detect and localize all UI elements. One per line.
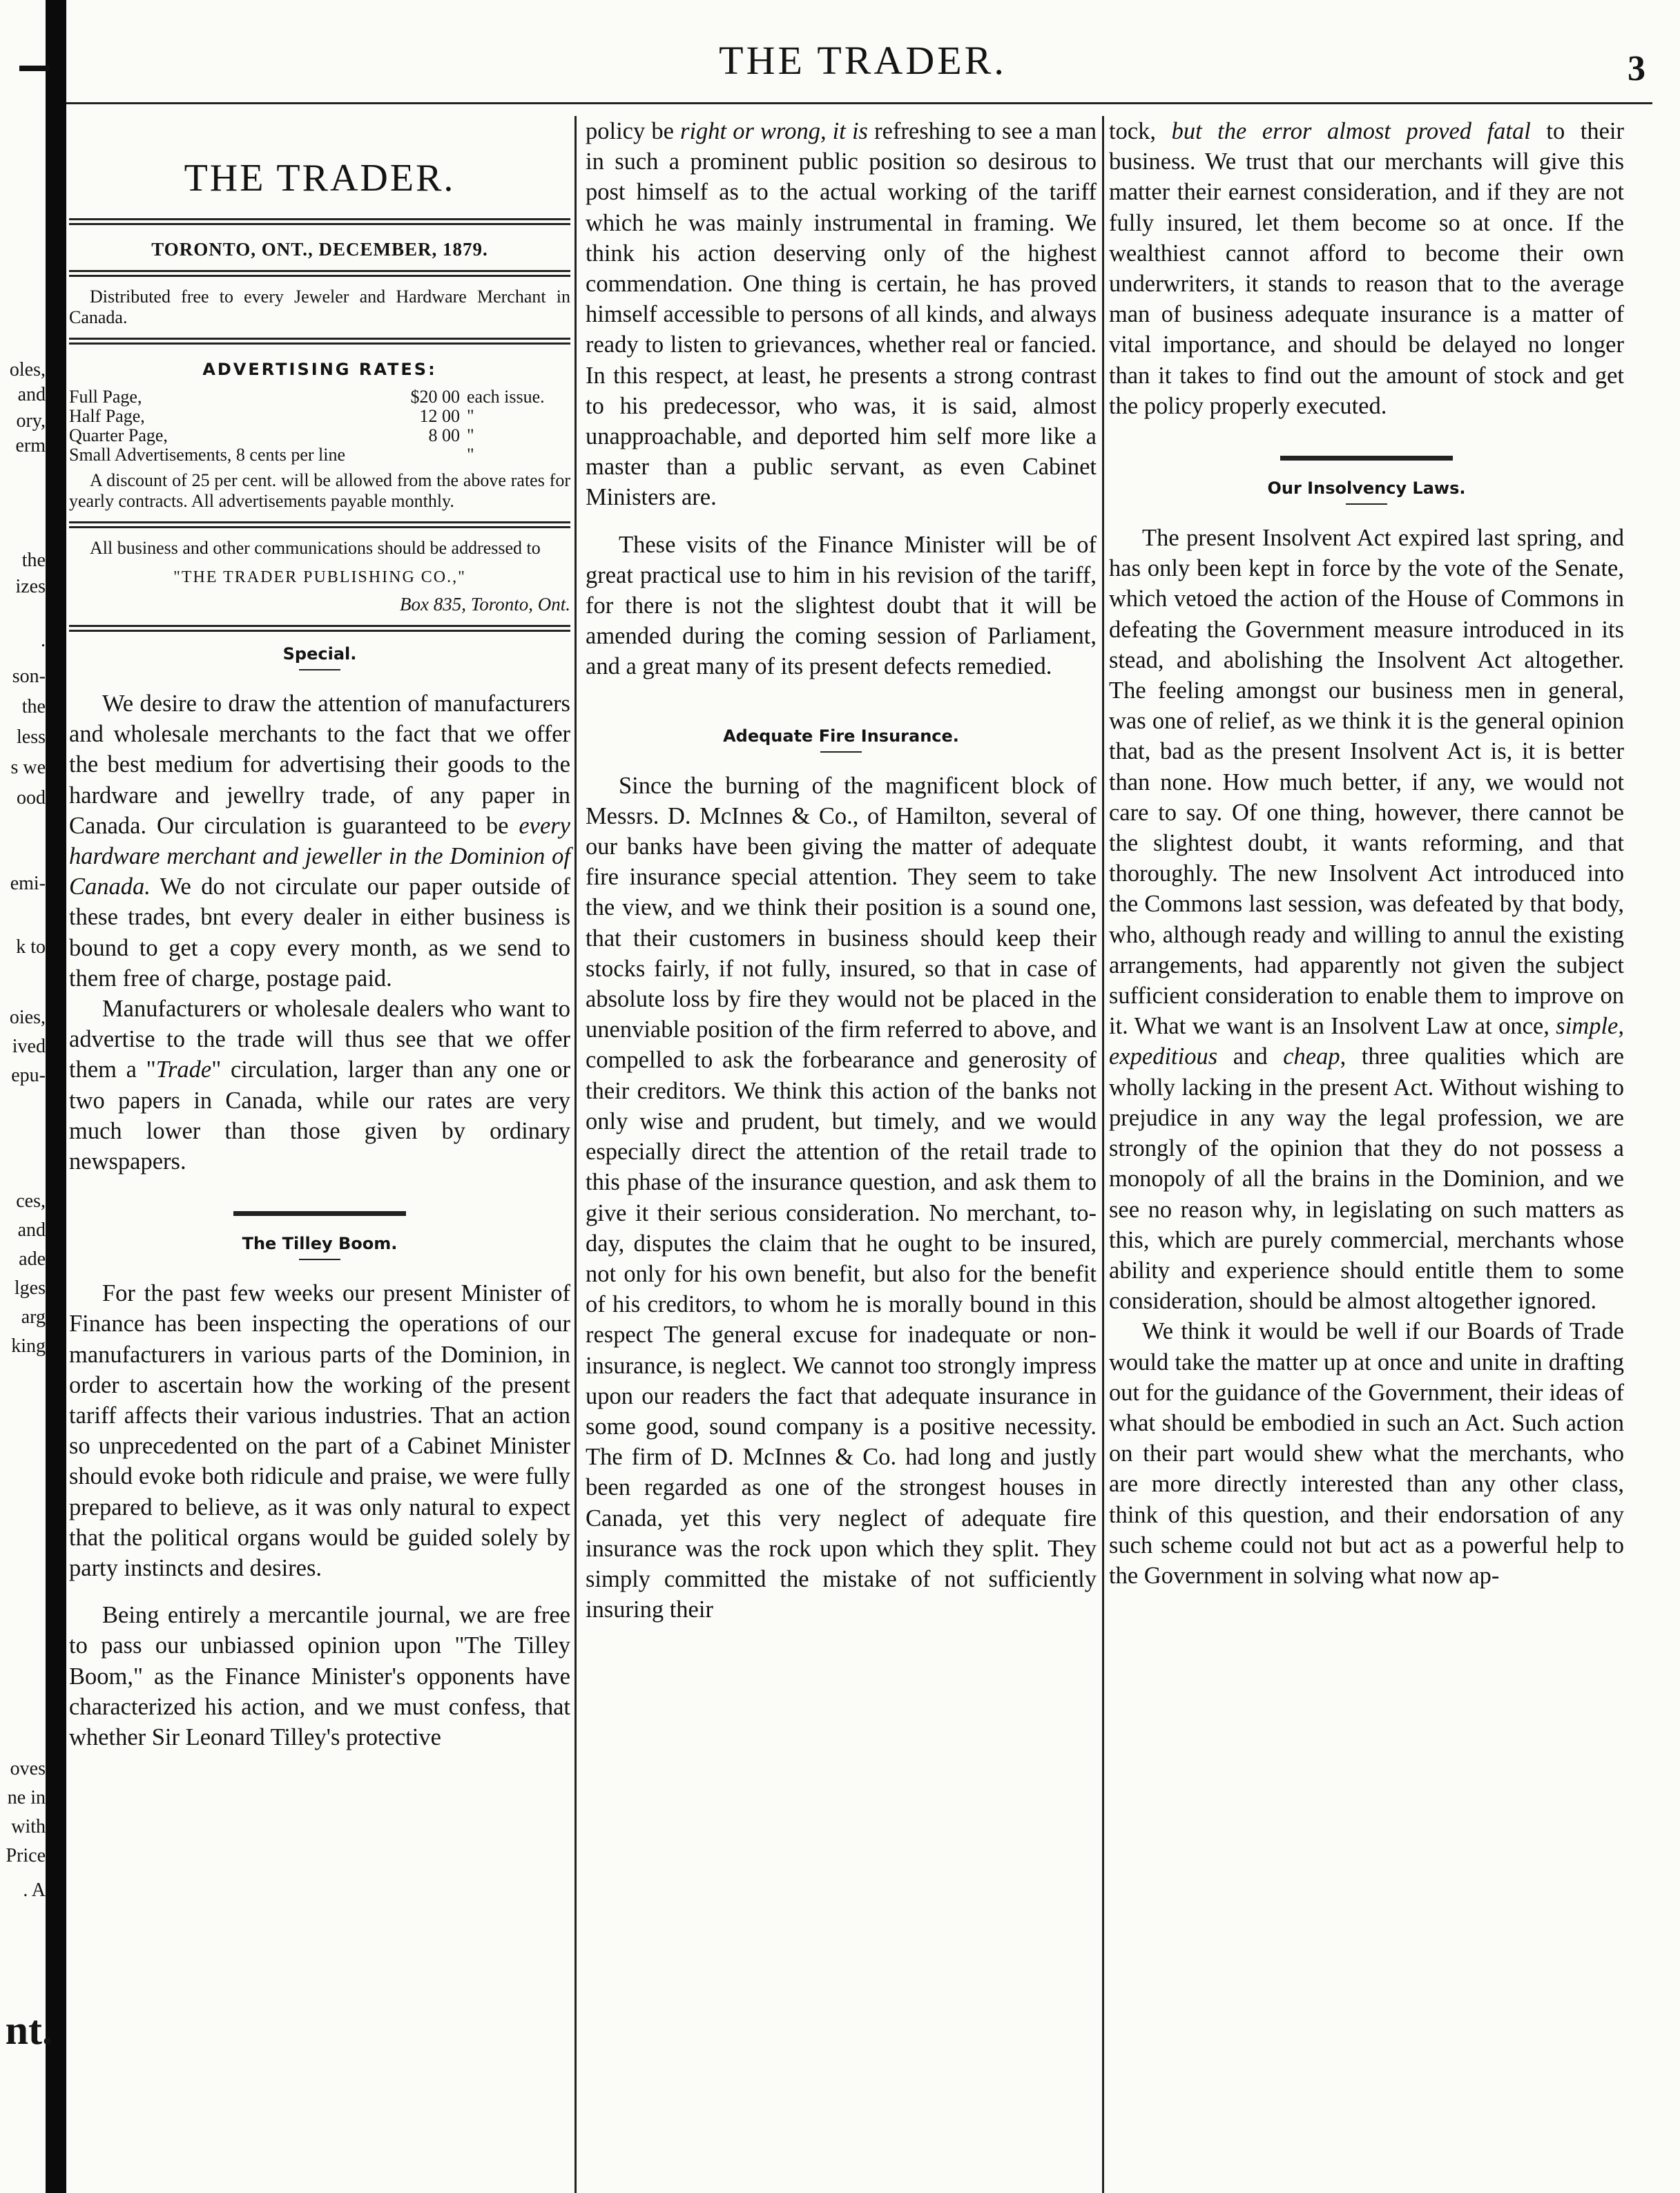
fragment: s we	[10, 757, 46, 778]
section-heading-tilley: The Tilley Boom.	[242, 1234, 398, 1254]
rate-row	[69, 387, 570, 407]
paragraph: tock, but the error almost proved fatal to their business. We trust that our merchants will give this matter their earnest consideration, and if they are not fully insured, let them become so at once. If the wealthiest cannot afford to become their own underwriters, it stands to reason that to the average man of business adequate insurance is a matter of vital importance, and should be delayed no longer than it takes to find out the amount of stock and get the policy properly executed.	[1109, 118, 1624, 419]
fragment: emi-	[10, 873, 46, 894]
publisher-address: Box 835, Toronto, Ont.	[399, 594, 570, 615]
page-number: 3	[1628, 49, 1645, 88]
column-3	[1109, 116, 1624, 1591]
rate-unit: "	[467, 445, 474, 465]
paragraph: These visits of the Finance Minister will be of great practical use to him in his revision of the tariff, for there is not the slightest doubt that it will be amended during the coming session of Parliament, and a great many of its present defects remedied.	[586, 531, 1097, 680]
gutter-rule	[19, 66, 50, 71]
fragment: oies,	[9, 1007, 46, 1028]
paragraph: Being entirely a mercantile journal, we are free to pass our unbiassed opinion upon "The Tilley Boom," as the Finance Minister's opponents have characterized his action, and we must confess, that whether Sir Leonard Tilley's protective	[69, 1602, 570, 1751]
binding-gutter	[46, 0, 66, 2193]
fragment: the	[21, 696, 46, 717]
fragment: erm	[15, 435, 46, 456]
rate-price: 12 00	[419, 406, 460, 426]
fragment: . A	[23, 1880, 46, 1901]
fragment: izes	[15, 576, 46, 597]
rate-label: Full Page,	[69, 387, 142, 407]
fragment: ived	[12, 1036, 46, 1057]
paragraph: We desire to draw the attention of manufacturers and wholesale merchants to the fact that we offer the best medium for advertising their goods to the hardware and jewellry trade, of any paper in Canada. Our circulation is guaranteed to be every hardware merchant and jeweller in the Dominion of Canada. We do not circulate our paper outside of these trades, bnt every dealer in either business is bound to get a copy every month, as we send to them free of charge, postage paid.	[69, 690, 570, 992]
discount-note: A discount of 25 per cent. will be allowed from the above rates for yearly contracts. All advertisements payable monthly.	[69, 470, 570, 511]
double-rule	[69, 521, 570, 528]
rate-unit: "	[467, 406, 474, 426]
section-heading-special: Special.	[282, 644, 357, 664]
paper-name: THE TRADER.	[184, 157, 456, 200]
paragraph: policy be right or wrong, it is refreshing to see a man in such a prominent public position so desirous to post himself as to the actual working of the tariff which he was mainly instrumental in framing. We think his action deserving only of the highest commendation. One thing is certain, he has proved himself accessible to persons of all kinds, and always ready to listen to grievances, whether real or fancied. In this respect, at least, he presents a strong contrast to his predecessor, who was, it is said, almost unapproachable, and deported him self more like a master than a public servant, as even Cabinet Ministers are.	[586, 118, 1097, 511]
fragment: .	[41, 630, 46, 651]
fragment: ces,	[16, 1190, 46, 1212]
paragraph: We think it would be well if our Boards of Trade would take the matter up at once and unite in drafting out for the guidance of the Government, their ideas of what should be embodied in such an Act. Such action on their part would shew what the merchants, who are more directly interested than any other class, think of this question, and their endorsation of any such scheme could not but act as a powerful help to the Government in solving what now ap-	[1109, 1318, 1624, 1589]
column-rule	[575, 116, 577, 2193]
paragraph: Manufacturers or wholesale dealers who want to advertise to the trade will thus see that we offer them a "Trade" circulation, larger than any one or two papers in Canada, while our rates are very much lower than those given by ordinary newspapers.	[69, 996, 570, 1175]
column-rule	[1102, 116, 1104, 2193]
fragment: the	[21, 550, 46, 571]
heading-dash	[299, 1259, 340, 1260]
fragment: oves	[10, 1758, 46, 1779]
double-rule	[69, 338, 570, 345]
masthead-rule	[66, 102, 1652, 104]
masthead-title: THE TRADER.	[719, 38, 1007, 83]
paragraph: For the past few weeks our present Minister of Finance has been inspecting the operations of our manufacturers in various parts of the Dominion, in order to ascertain how the working of the present tariff affects their various industries. That an action so unprecedented on the part of a Cabinet Minister should evoke both ridicule and praise, we were fully prepared to believe, as it was only natural to expect that the political organs would be guided solely by party instincts and desires.	[69, 1280, 570, 1582]
distribution-note: Distributed free to every Jeweler and Hardware Merchant in Canada.	[69, 287, 570, 327]
section-rule	[233, 1211, 406, 1216]
heading-dash	[1346, 503, 1387, 505]
section-rule	[1280, 456, 1453, 461]
rate-unit: "	[467, 425, 474, 445]
rate-label: Small Advertisements, 8 cents per line	[69, 445, 346, 465]
fragment: epu-	[11, 1065, 46, 1086]
section-heading-insolvency: Our Insolvency Laws.	[1267, 479, 1466, 499]
fragment: son-	[12, 666, 46, 687]
fragment: and	[17, 384, 46, 405]
communications-note: All business and other communications should be addressed to	[90, 538, 541, 558]
column-2	[586, 116, 1097, 1625]
fragment: arg	[21, 1306, 46, 1328]
paragraph: The present Insolvent Act expired last spring, and has only been kept in force by the vote of the Senate, which vetoed the action of the House of Commons in defeating the Government measure introduced in its stead, and abolishing the Insolvent Act altogether. The feeling amongst our business men in general, was one of relief, as we think it is the general opinion that, bad as the present Insolvent Act is, it is better than none. How much better, if any, we would not care to say. Of one thing, however, there cannot be the slightest doubt, it wants reforming, and that thoroughly. The new Insolvent Act introduced into the Commons last session, was defeated by that body, who, although ready and willing to annul the existing arrangements, had apparently not given the subject sufficient consideration to enable them to improve on it. What we want is an Insolvent Law at once, simple, expeditious and cheap, three qualities which are wholly lacking in the present Act. Without wishing to prejudice in any way the legal profession, we are strongly of the opinion that they do not possess a monopoly of all the brains in the Dominion, and we see no reason why, in legislating on such matters as this, which are purely commercial, merchants whose ability and experience should entitle them to some consideration, should be almost altogether ignored.	[1109, 525, 1624, 1315]
fragment: ne in	[7, 1787, 46, 1808]
rate-price: $20 00	[410, 387, 460, 407]
double-rule	[69, 218, 570, 225]
fragment: nt.	[5, 2009, 52, 2051]
dateline: TORONTO, ONT., DECEMBER, 1879.	[151, 239, 488, 260]
double-rule	[69, 625, 570, 632]
fragment: k to	[16, 936, 46, 958]
fragment: king	[11, 1335, 46, 1357]
publisher-name: "THE TRADER PUBLISHING CO.,"	[173, 568, 466, 586]
paragraph: Since the burning of the magnificent block of Messrs. D. McInnes & Co., of Hamilton, several of our banks have been giving the matter of adequate fire insurance special attention. They seem to take the view, and we think their position is a sound one, that their customers in business should keep their stocks fairly, if not fully, insured, so that in case of absolute loss by fire they would not be placed in the unenviable position of the firm referred to above, and compelled to ask the forbearance and generosity of their creditors. We think this action of the banks not only wise and prudent, but timely, and we would especially direct the attention of the retail trade to this phase of the insurance question, and ask them to give it their serious consideration. No merchant, to-day, disputes the claim that he ought to be insured, not only for his own benefit, but also for the benefit of his creditors, to whom he is morally bound in this respect The general excuse for inadequate or non-insurance, is neglect. We cannot too strongly impress upon our readers the fact that adequate insurance in some good, sound company is a positive necessity. The firm of D. McInnes & Co. had long and justly been regarded as one of the strongest houses in Canada, yet this very neglect of adequate fire insurance was the rock upon which they split. They simply committed the mistake of not sufficiently insuring their	[586, 772, 1097, 1623]
rate-row	[69, 426, 570, 445]
rate-row	[69, 407, 570, 426]
fragment: lges	[14, 1277, 46, 1299]
column-1	[69, 116, 570, 1752]
fragment: oles,	[9, 359, 46, 380]
fragment: ade	[19, 1248, 46, 1270]
heading-dash	[299, 669, 340, 670]
rate-unit: each issue.	[467, 387, 545, 407]
fragment: Price	[6, 1845, 46, 1866]
section-heading-fire-insurance: Adequate Fire Insurance.	[723, 726, 959, 746]
fragment: ory,	[16, 410, 46, 432]
rate-row	[69, 445, 570, 465]
double-rule	[69, 270, 570, 277]
masthead	[66, 28, 1659, 97]
rate-label: Half Page,	[69, 406, 145, 426]
fragment: less	[17, 726, 46, 748]
rate-price: 8 00	[428, 425, 460, 445]
heading-dash	[820, 751, 862, 753]
fragment: with	[11, 1816, 46, 1837]
fragment: ood	[17, 787, 46, 809]
rates-table	[69, 387, 570, 465]
fragment: and	[17, 1219, 46, 1241]
rates-heading: ADVERTISING RATES:	[202, 360, 437, 379]
rate-label: Quarter Page,	[69, 425, 168, 445]
